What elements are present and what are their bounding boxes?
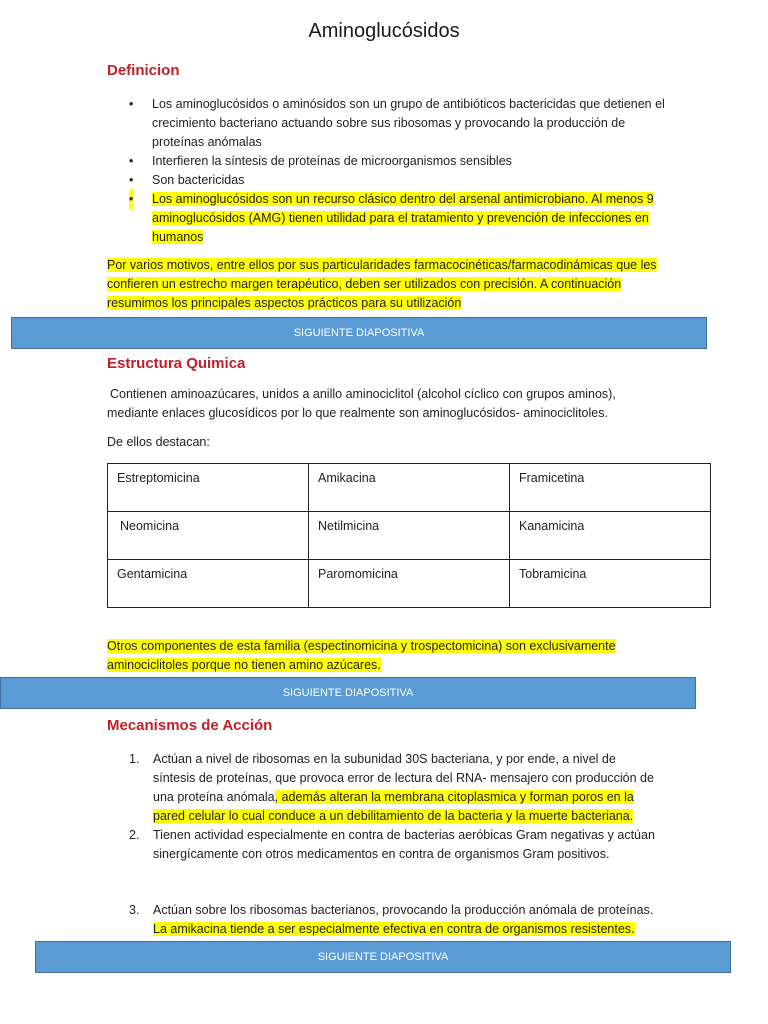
- bullet-icon: •: [129, 190, 133, 209]
- document-title: Aminoglucósidos: [308, 20, 460, 42]
- table-cell: Amikacina: [309, 464, 510, 512]
- table-row: [108, 560, 711, 608]
- list-item: 2. Tienen actividad especialmente en contra de bacterias aeróbicas Gram negativas y actúan sinergícamente con otros medicamentos en contra de organismos Gram positivos.: [129, 828, 655, 861]
- definicion-bullet-list: [129, 95, 669, 247]
- definicion-paragraph: Por varios motivos, entre ellos por sus particularidades farmacocinéticas/farmacodinámicas que les confieren un estrecho margen terapéutico, deben ser utilizados con precisión. A continuación resumimos los principales aspectos prácticos para su utilización: [107, 258, 657, 310]
- mecanismos-list-continued: [129, 901, 669, 939]
- table-cell: Paromomicina: [309, 560, 510, 608]
- section-heading-mecanismos: Mecanismos de Acción: [107, 717, 273, 734]
- section-heading-definicion: Definicion: [107, 62, 180, 79]
- table-cell: Gentamicina: [108, 560, 309, 608]
- list-item: • Interfieren la síntesis de proteínas de microorganismos sensibles: [129, 152, 669, 171]
- table-cell: Neomicina: [108, 512, 309, 560]
- list-item: 3. Actúan sobre los ribosomas bacterianos, provocando la producción anómala de proteínas. La amikacina tiende a ser especialmente efectiva en contra de organismos resistentes.: [129, 903, 654, 936]
- table-cell: Estreptomicina: [108, 464, 309, 512]
- list-item: • Los aminoglucósidos son un recurso clásico dentro del arsenal antimicrobiano. Al menos 9 aminoglucósidos (AMG) tienen utilidad para el tratamiento y prevención de infecciones en humanos: [129, 192, 654, 244]
- table-intro: De ellos destacan:: [107, 435, 210, 449]
- table-row: [108, 464, 711, 512]
- bullet-icon: •: [129, 97, 134, 111]
- list-item: • Son bactericidas: [129, 171, 669, 190]
- list-item: 1. Actúan a nivel de ribosomas en la subunidad 30S bacteriana, y por ende, a nivel de síntesis de proteínas, que provoca error de lectura del RNA- mensajero con producción de una proteína anómala, además alteran la membrana citoplasmica y forman poros en la pared celular lo cual conduce a un debilitamiento de la bacteria y la muerte bacteriana.: [129, 752, 654, 823]
- drug-table: [107, 463, 711, 608]
- next-slide-button-1[interactable]: SIGUIENTE DIAPOSITIVA: [11, 317, 707, 349]
- next-slide-button-3[interactable]: SIGUIENTE DIAPOSITIVA: [35, 941, 731, 973]
- list-item: • Los aminoglucósidos o aminósidos son un grupo de antibióticos bactericidas que detienen el crecimiento bacteriano actuando sobre sus ribosomas y provocando la producción de proteínas anómalas: [129, 97, 665, 149]
- mecanismos-list: [129, 750, 659, 864]
- section-heading-estructura: Estructura Quimica: [107, 355, 246, 372]
- table-cell: Framicetina: [510, 464, 711, 512]
- next-slide-button-2[interactable]: SIGUIENTE DIAPOSITIVA: [0, 677, 696, 709]
- table-cell: Netilmicina: [309, 512, 510, 560]
- table-cell: Tobramicina: [510, 560, 711, 608]
- table-cell: Kanamicina: [510, 512, 711, 560]
- bullet-icon: •: [129, 154, 134, 168]
- bullet-icon: •: [129, 173, 134, 187]
- estructura-paragraph: Contienen aminoazúcares, unidos a anillo aminociclitol (alcohol cíclico con grupos aminos), mediante enlaces glucosídicos por lo que realmente son aminoglucósidos- aminociclitoles.: [107, 387, 616, 420]
- table-row: [108, 512, 711, 560]
- estructura-note: Otros componentes de esta familia (espectinomicina y trospectomicina) son exclusivamente aminociclitoles porque no tienen amino azúcares.: [107, 639, 616, 672]
